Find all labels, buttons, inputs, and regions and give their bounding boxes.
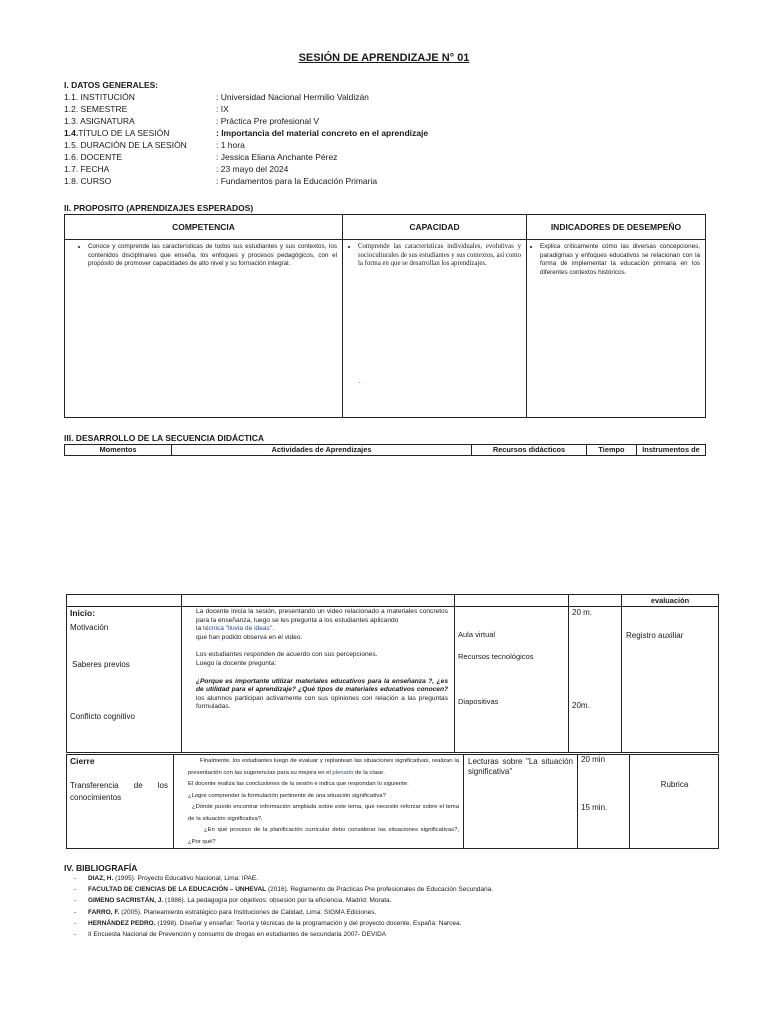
capacidad-dot: . <box>359 378 361 385</box>
inicio-act4-rest: los alumnos participan activamente con sus opiniones con relación a las preguntas formuladas. <box>196 694 448 711</box>
inicio-instrumentos-cell <box>622 607 719 753</box>
general-label: 1.3. ASIGNATURA <box>64 116 135 126</box>
general-row-curso <box>64 175 704 187</box>
header-evaluacion: evaluación <box>622 595 719 607</box>
inicio-act1: La docente inicia la sesión, presentando un video relacionado a materiales concretos para la enseñanza, luego se les pregunta a los estudiantes aplicando <box>196 608 448 624</box>
general-label: 1.5. DURACIÓN DE LA SESIÓN <box>64 140 187 150</box>
bib-author: HERNÁNDEZ PEDRO. <box>88 920 156 927</box>
bib-author: DIAZ, H. <box>88 875 114 882</box>
header-recursos: Recursos didácticos <box>472 445 587 456</box>
sequence-inicio-table <box>66 594 719 753</box>
cont-header-cell <box>569 595 622 607</box>
header-tiempo: Tiempo <box>587 445 637 456</box>
inicio-saberes: Saberes previos <box>72 660 130 669</box>
general-value: : Universidad Nacional Hermilio Valdizán <box>216 92 369 102</box>
general-row-duracion <box>64 139 704 151</box>
indicador-cell <box>527 240 706 418</box>
inicio-act4 <box>196 678 448 712</box>
general-label-num: 1.4. <box>64 128 79 138</box>
general-value: : 1 hora <box>216 140 245 150</box>
purpose-heading: II. PROPOSITO (APRENDIZAJES ESPERADOS) <box>64 203 254 213</box>
inicio-act1-post: . <box>272 625 275 633</box>
sequence-heading: III. DESARROLLO DE LA SECUENCIA DIDÁCTICA <box>64 433 265 443</box>
bib-text: II Encuesta Nacional de Prevención y consumo de drogas en estudiantes de secundaria 2007- DEVIDA <box>88 931 387 938</box>
cierre-transferencia: Transferencia de los conocimientos <box>70 781 168 802</box>
general-value: : IX <box>216 104 229 114</box>
cierre-time-2: 15 min. <box>581 803 608 812</box>
indicador-text: • Explica críticamente cómo las diversas concepciones, paradigmas y enfoques educativos se relacionan con la forma de implementar la educación primaria en los diferentes contextos históricos. <box>540 243 700 277</box>
header-instrumentos: Instrumentos de <box>637 445 706 456</box>
general-label <box>64 127 169 139</box>
cierre-title: Cierre <box>70 756 95 766</box>
cont-header-cell <box>455 595 569 607</box>
inicio-actividades-cell <box>182 607 455 753</box>
bib-text: (1986). La pedagogía por objetivos: obsesión por la eficiencia. Madrid: Morata. <box>163 897 392 904</box>
bib-text: (2005). Planeamiento estratégico para Instituciones de Calidad, Lima: SIGMA Ediciones. <box>119 909 377 916</box>
recurso-aula-virtual: Aula virtual <box>458 630 496 639</box>
cierre-act2: El docente realiza las conclusiones de la sesión e indica que respondan lo siguiente: <box>188 781 409 787</box>
col-competencia: COMPETENCIA <box>65 215 343 240</box>
bib-text: (1995). Proyecto Educativo Nacional, Lima: IPAE. <box>113 875 259 882</box>
cont-header-cell <box>67 595 182 607</box>
cierre-recursos-cell <box>464 755 578 849</box>
cierre-act1-text: Finalmente, los estudiantes luego de evaluar y replantean las situaciones significativas, realizan la presentación con las sugerencias para su mejora en el <box>188 758 459 776</box>
bib-author: FARRO, F. <box>88 909 120 916</box>
cierre-act4: ¿Dónde puedo encontrar información ampliada sobre este tema, que necesito reforzar sobre el tema de la situación significativa?, <box>188 804 459 822</box>
bibliography-heading: IV. BIBLIOGRAFÍA <box>64 863 138 873</box>
inicio-time-2: 20m. <box>572 701 590 710</box>
cierre-act5: ¿En qué proceso de la planificación curricular debo considerar las situaciones significativas?, ¿Por qué? <box>188 827 459 845</box>
bib-text: (1998). Diseñar y enseñar: Teoría y técnicas de la programación y del proyecto docente. España: Narcea. <box>155 920 462 927</box>
inicio-act2: Los estudiantes responden de acuerdo con sus percepciones. <box>196 651 378 659</box>
inicio-act1-tecnica <box>196 625 448 634</box>
inicio-time-1: 20 m. <box>572 608 593 617</box>
general-row-docente <box>64 151 704 163</box>
cierre-actividades-cell <box>174 755 464 849</box>
bibliography-item <box>88 930 386 940</box>
header-momentos: Momentos <box>65 445 172 456</box>
inicio-motivacion: Motivación <box>70 623 109 632</box>
header-actividades: Actividades de Aprendizajes <box>172 445 472 456</box>
col-capacidad: CAPACIDAD <box>343 215 527 240</box>
cierre-act1-end: de la clase. <box>355 769 385 776</box>
tecnica-lluvia-ideas: técnica "lluvia de ideas" <box>202 625 273 633</box>
recurso-lecturas: Lecturas sobre "La situación significativa" <box>468 757 573 776</box>
sequence-header-table <box>64 444 706 456</box>
purpose-table <box>64 214 706 418</box>
bib-text: (2016). Reglamento de Prácticas Pre profesionales de Educación Secundaria. <box>266 886 494 893</box>
inicio-act3: Luego la docente pregunta: <box>196 659 277 667</box>
general-row-titulo <box>64 127 704 139</box>
sequence-cierre-table <box>66 754 719 849</box>
cierre-plenario: plenario <box>332 769 354 776</box>
general-row-asignatura <box>64 115 704 127</box>
general-row-institucion <box>64 91 704 103</box>
general-label: 1.1. INSTITUCIÓN <box>64 92 135 102</box>
competencia-text: • Conoce y comprende las características de todos sus estudiantes y sus contextos, los contenidos disciplinares que enseña, los enfoques y procesos pedagógicos, con el propósito de promover capacidades de alto nivel y su formación integral. <box>88 243 337 269</box>
general-value: : Jessica Eliana Anchante Pérez <box>216 152 338 162</box>
inicio-act1b: que han podido observa en el video. <box>196 633 303 641</box>
bibliography-item <box>88 896 391 906</box>
cont-header-cell <box>182 595 455 607</box>
general-label-text: TÍTULO DE LA SESIÓN <box>78 128 170 138</box>
general-row-semestre <box>64 103 704 115</box>
inicio-tiempo-cell <box>569 607 622 753</box>
cierre-act1 <box>188 756 459 779</box>
bibliography-item <box>88 874 258 884</box>
col-indicadores: INDICADORES DE DESEMPEÑO <box>527 215 706 240</box>
general-value: : Importancia del material concreto en el aprendizaje <box>216 128 429 138</box>
inicio-momentos-cell <box>67 607 182 753</box>
general-label: 1.6. DOCENTE <box>64 152 123 162</box>
general-value: : Práctica Pre profesional V <box>216 116 319 126</box>
page-title: SESIÓN DE APRENDIZAJE N° 01 <box>298 52 470 64</box>
instrumento-rubrica: Rubrica <box>660 780 689 789</box>
cierre-instrumentos-cell <box>630 755 719 849</box>
competencia-cell <box>65 240 343 418</box>
inicio-act1-pre: la <box>196 625 202 633</box>
recurso-tecnologicos: Recursos tecnológicos <box>458 652 534 661</box>
inicio-title: Inicio: <box>70 608 96 618</box>
cierre-act3: ¿Logre comprender la formulación pertinente de una situación significativa? <box>188 792 386 799</box>
bib-author: GIMENO SACRISTÁN, J. <box>88 897 164 904</box>
inicio-questions: ¿Porque es importante utilizar materiales educativos para la enseñanza ?, ¿es de utilidad para el aprendizaje? ¿Qué tipos de materiales educativos conocen? <box>196 677 448 694</box>
general-value: : Fundamentos para la Educación Primaria <box>216 176 378 186</box>
bibliography-item <box>88 908 376 918</box>
cierre-momentos-cell <box>67 755 174 849</box>
inicio-conflicto: Conflicto cognitivo <box>70 712 135 721</box>
general-row-fecha <box>64 163 704 175</box>
general-heading: I. DATOS GENERALES: <box>64 80 159 90</box>
general-label: 1.7. FECHA <box>64 164 110 174</box>
capacidad-cell <box>343 240 527 418</box>
instrumento-registro: Registro auxiliar <box>626 631 684 640</box>
general-label: 1.2. SEMESTRE <box>64 104 128 114</box>
recurso-diapositivas: Diapositivas <box>458 697 499 706</box>
inicio-recursos-cell <box>455 607 569 753</box>
bibliography-item <box>88 919 461 929</box>
general-label: 1.8. CURSO <box>64 176 112 186</box>
capacidad-text: • Comprende las características individuales, evolutivas y socioculturales de sus estudiantes y sus contextos, así como la forma en que se desarrollan los aprendizajes. <box>358 243 521 269</box>
bibliography-item <box>88 885 493 895</box>
cierre-time-1: 20 min <box>581 755 606 764</box>
bib-author: FACULTAD DE CIENCIAS DE LA EDUCACIÓN – UNHEVAL <box>88 886 267 893</box>
general-value: : 23 mayo del 2024 <box>216 164 289 174</box>
cierre-tiempo-cell <box>578 755 630 849</box>
